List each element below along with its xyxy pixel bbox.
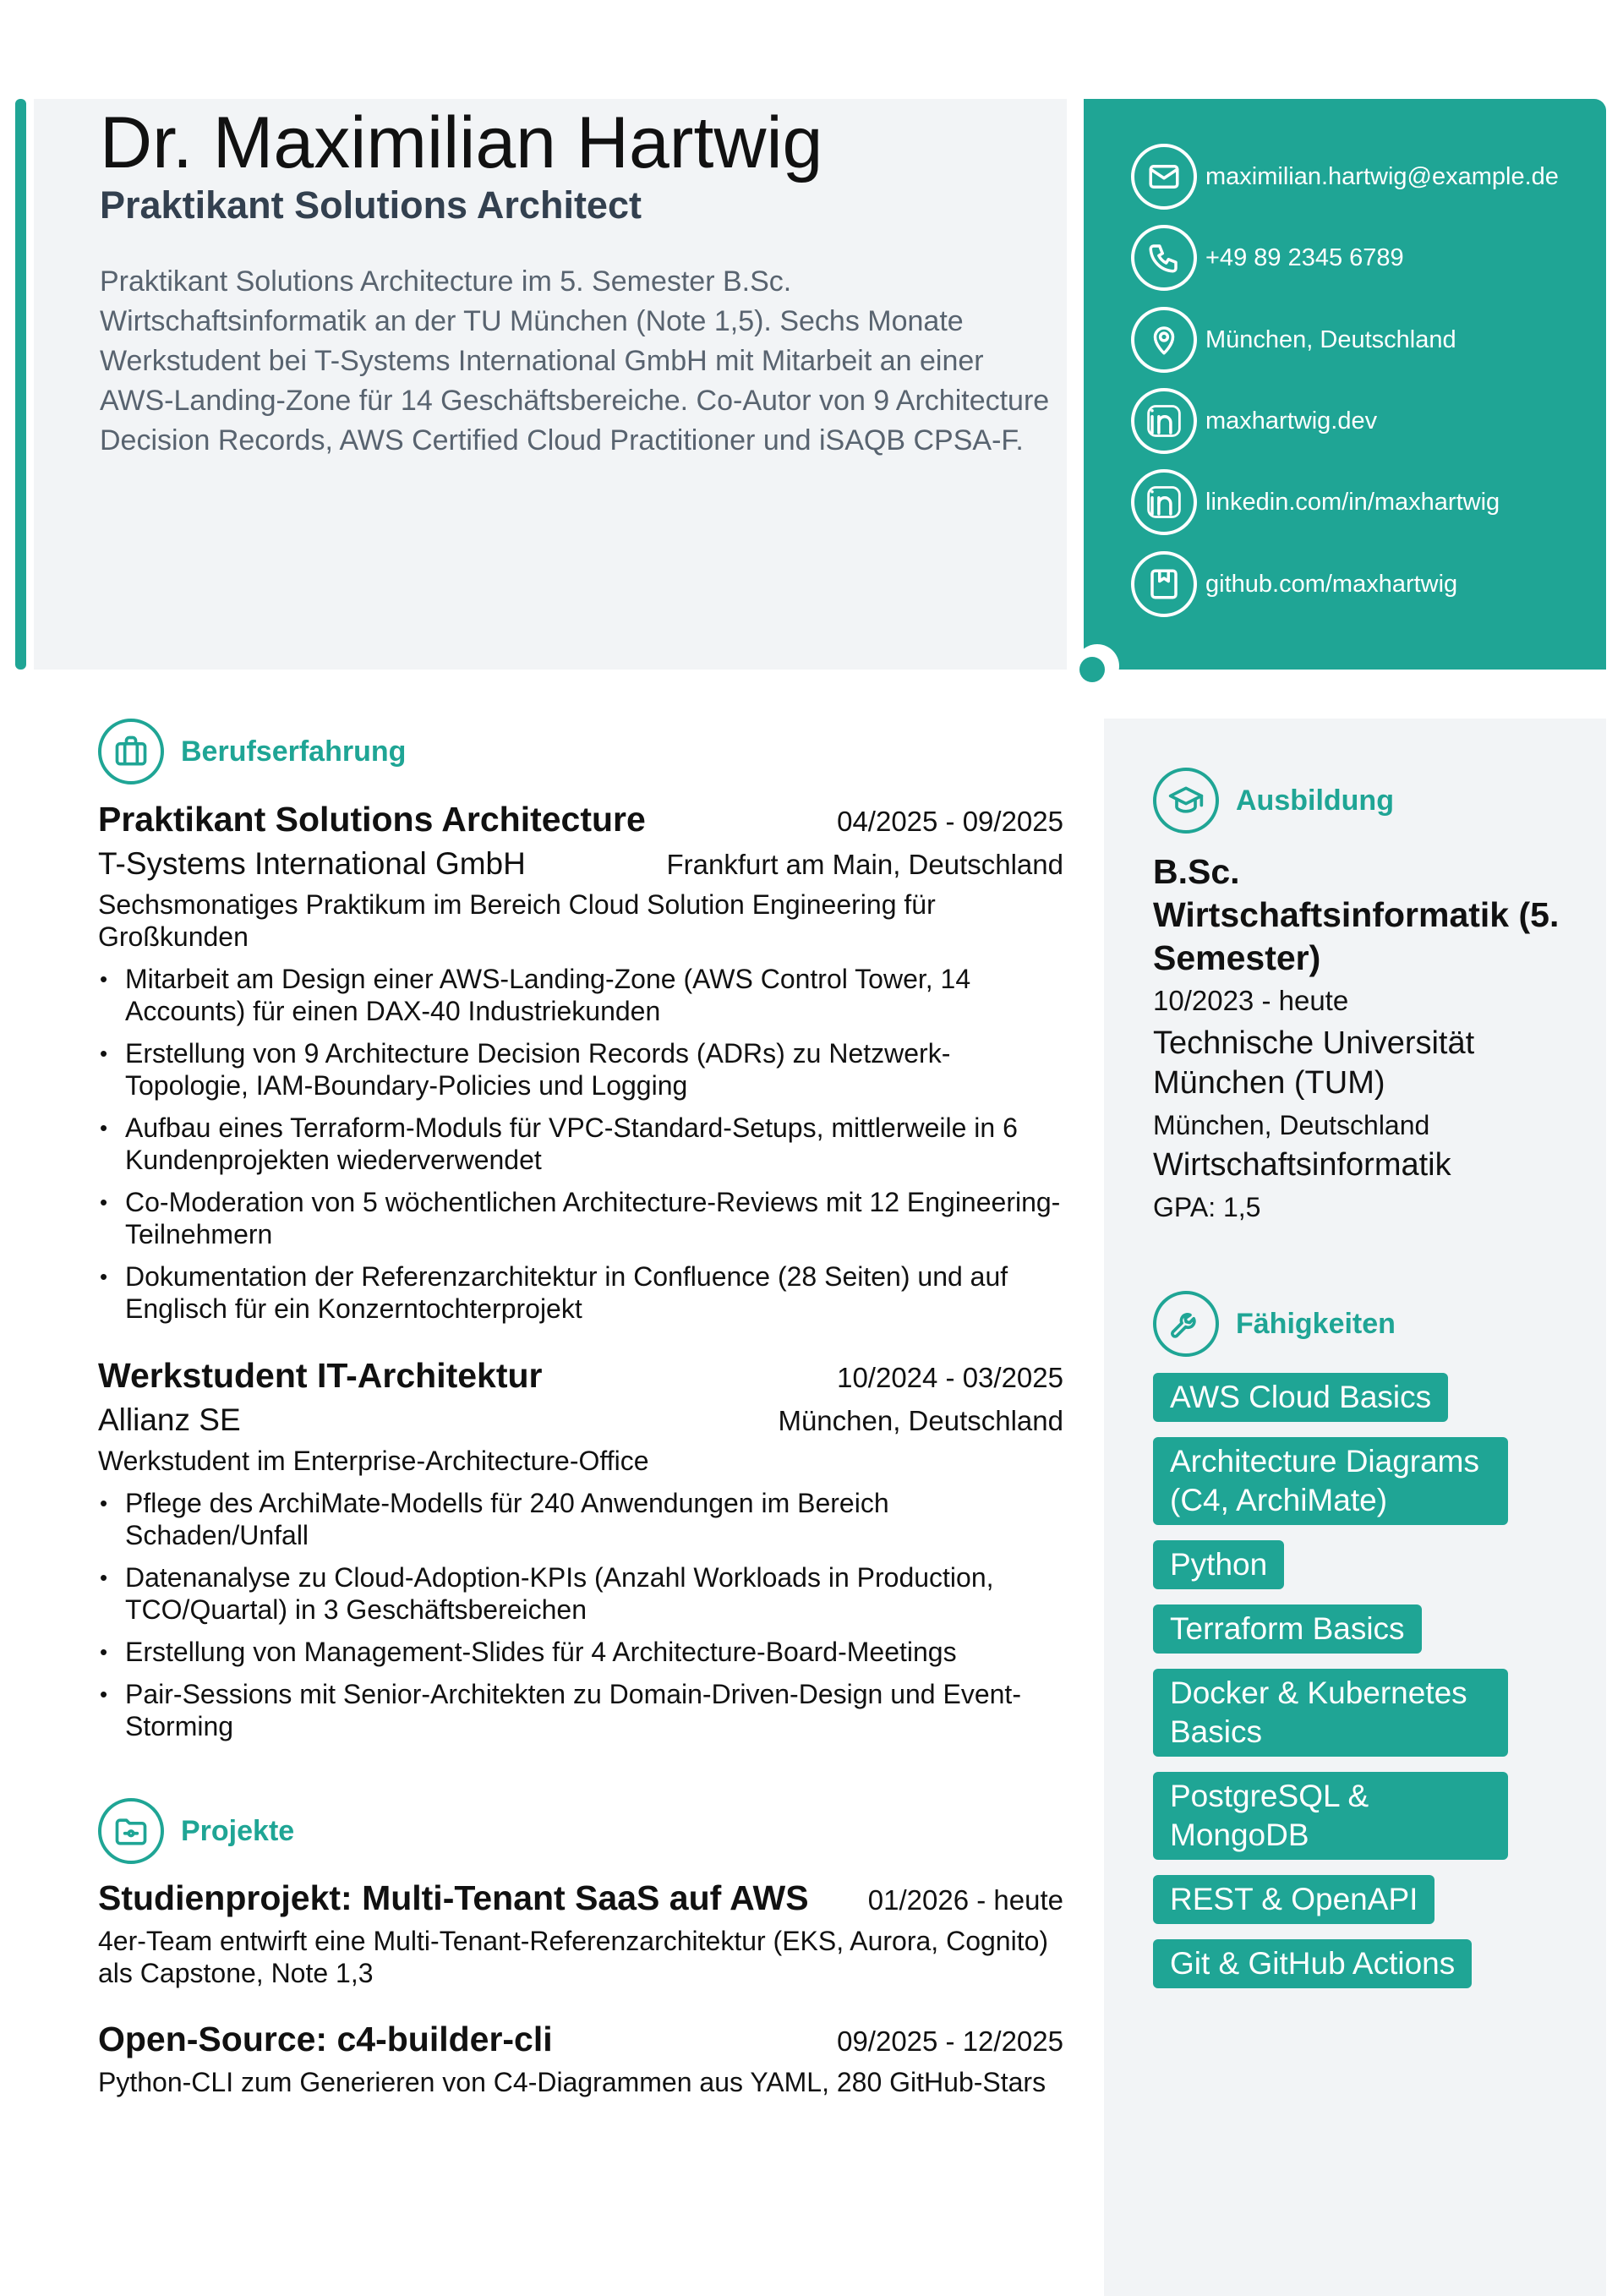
section-skills [1153,1291,1396,1357]
job-bullet: • Dokumentation der Referenzarchitektur in Confluence (28 Seiten) und auf Englisch für ein Konzerntochterprojekt [98,1260,1063,1325]
contact-linkedin[interactable] [1131,469,1604,535]
project-title: Studienprojekt: Multi-Tenant SaaS auf AWS [98,1878,809,1917]
contact-email-text[interactable]: maximilian.hartwig@example.de [1205,163,1559,190]
map-pin-icon [1131,307,1197,373]
skill-tag: Docker & Kubernetes Basics [1153,1669,1508,1757]
section-projects [98,1798,294,1864]
job-bullets [98,1487,1063,1742]
section-education [1153,768,1394,834]
contact-phone-text[interactable]: +49 89 2345 6789 [1205,244,1404,271]
job-title: Praktikant Solutions Architecture [98,800,646,839]
job-bullet: • Datenanalyse zu Cloud-Adoption-KPIs (Anzahl Workloads in Production, TCO/Quartal) in 3 Geschäftsbereichen [98,1561,1063,1626]
skill-tag: Architecture Diagrams (C4, ArchiMate) [1153,1437,1508,1525]
skill-tag: REST & OpenAPI [1153,1875,1434,1924]
skill-tag: Python [1153,1540,1284,1589]
connector-dot [1079,657,1105,682]
job-bullet: • Pflege des ArchiMate-Modells für 240 Anwendungen im Bereich Schaden/Unfall [98,1487,1063,1551]
job-bullet: • Erstellung von 9 Architecture Decision Records (ADRs) zu Netzwerk-Topologie, IAM-Boundary-Policies und Logging [98,1037,1063,1102]
job-bullet: • Co-Moderation von 5 wöchentlichen Architecture-Reviews mit 12 Engineering-Teilnehmern [98,1186,1063,1250]
job-description: Werkstudent im Enterprise-Architecture-Office [98,1446,649,1476]
briefcase-icon [98,719,164,784]
mail-icon [1131,144,1197,210]
project-entry [98,2020,1063,2098]
education-degree: B.Sc. Wirtschaftsinformatik (5. Semester) [1153,852,1560,977]
job-company: T-Systems International GmbH [98,846,526,881]
header-accent-bar [15,99,26,670]
person-headline: Praktikant Solutions Architect [100,183,642,227]
education-location: München, Deutschland [1153,1110,1430,1140]
job-location: Frankfurt am Main, Deutschland [666,849,1063,880]
job-bullet: • Aufbau eines Terraform-Moduls für VPC-Standard-Setups, mittlerweile in 6 Kundenprojekten wiederverwendet [98,1112,1063,1176]
phone-icon [1131,225,1197,291]
project-entry [98,1878,1063,1989]
education-gpa: GPA: 1,5 [1153,1192,1261,1222]
job-bullet: • Erstellung von Management-Slides für 4 Architecture-Board-Meetings [98,1636,1063,1668]
wrench-icon [1153,1291,1219,1357]
contact-location-text: München, Deutschland [1205,326,1456,353]
section-projects-title: Projekte [181,1814,295,1847]
contact-email[interactable] [1131,144,1604,210]
contact-linkedin-text[interactable]: linkedin.com/in/maxhartwig [1205,489,1500,516]
skills-list [1153,1373,1508,2004]
section-education-title: Ausbildung [1236,784,1394,817]
contact-github-text[interactable]: github.com/maxhartwig [1205,571,1458,598]
contact-location [1131,307,1604,373]
job-bullet: • Pair-Sessions mit Senior-Architekten zu Domain-Driven-Design und Event-Storming [98,1678,1063,1742]
section-experience [98,719,406,784]
job-description: Sechsmonatiges Praktikum im Bereich Cloud Solution Engineering für Großkunden [98,889,936,952]
education-school: Technische Universität München (TUM) [1153,1025,1475,1101]
folder-icon [98,1798,164,1864]
skill-tag: Git & GitHub Actions [1153,1939,1472,1988]
job-company: Allianz SE [98,1402,241,1437]
experience-entry [98,1356,1063,1752]
education-field: Wirtschaftsinformatik [1153,1147,1451,1183]
linkedin-icon [1131,388,1197,454]
bookmark-icon [1131,551,1197,617]
profile-summary: Praktikant Solutions Architecture im 5. Semester B.Sc. Wirtschaftsinformatik an der TU München (Note 1,5). Sechs Monate Werkstudent bei T-Systems International GmbH mit Mitarbeit an einer AWS-Landing-Zone für 14 Geschäftsbereiche. Co-Autor von 9 Architecture Decision Records, AWS Certified Cloud Practitioner und iSAQB CPSA-F. [100,265,1050,456]
job-bullets [98,963,1063,1325]
project-title: Open-Source: c4-builder-cli [98,2020,553,2058]
skill-tag: AWS Cloud Basics [1153,1373,1448,1422]
contact-website[interactable] [1131,388,1604,454]
contact-github[interactable] [1131,551,1604,617]
job-date: 04/2025 - 09/2025 [837,806,1063,837]
person-name: Dr. Maximilian Hartwig [100,102,823,183]
project-description: 4er-Team entwirft eine Multi-Tenant-Referenzarchitektur (EKS, Aurora, Cognito) als Capstone, Note 1,3 [98,1926,1049,1988]
education-date: 10/2023 - heute [1153,985,1349,1016]
skill-tag: PostgreSQL & MongoDB [1153,1772,1508,1860]
job-bullet: • Mitarbeit am Design einer AWS-Landing-Zone (AWS Control Tower, 14 Accounts) für einen DAX-40 Industriekunden [98,963,1063,1027]
graduation-cap-icon [1153,768,1219,834]
job-date: 10/2024 - 03/2025 [837,1362,1063,1393]
education-entry [1153,850,1593,1224]
experience-entry [98,800,1063,1335]
contact-phone[interactable] [1131,225,1604,291]
section-experience-title: Berufserfahrung [181,735,407,768]
project-date: 09/2025 - 12/2025 [837,2025,1063,2057]
skill-tag: Terraform Basics [1153,1604,1422,1654]
project-date: 01/2026 - heute [867,1884,1063,1916]
project-description: Python-CLI zum Generieren von C4-Diagrammen aus YAML, 280 GitHub-Stars [98,2067,1046,2097]
section-skills-title: Fähigkeiten [1236,1307,1396,1340]
job-title: Werkstudent IT-Architektur [98,1356,543,1395]
linkedin-icon [1131,469,1197,535]
job-location: München, Deutschland [778,1405,1063,1436]
contact-website-text[interactable]: maxhartwig.dev [1205,407,1378,435]
